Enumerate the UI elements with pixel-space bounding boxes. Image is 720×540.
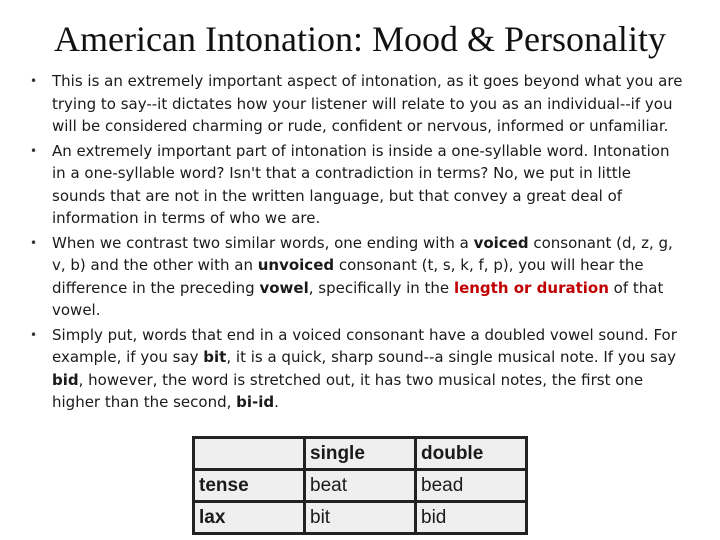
vowel-length-table: [192, 436, 528, 535]
table-header-double: double: [416, 438, 527, 470]
bullet-list: [24, 70, 684, 416]
table-header-single: single: [305, 438, 416, 470]
table-row: [194, 502, 527, 534]
bullet-item-1: [24, 70, 684, 138]
emphasis-bi-id: bi-id: [236, 393, 275, 411]
table-corner-cell: [194, 438, 305, 470]
bullet-item-2: [24, 140, 684, 230]
bullet-text: [52, 142, 669, 228]
bullet-text: [52, 72, 682, 135]
emphasis-length-duration: length or duration: [453, 278, 609, 297]
table-row-header-tense: tense: [194, 470, 305, 502]
bullet-segment: This is an extremely important aspect of intonation, as it goes beyond what you are trying to say--it dictates how your listener will relate to you as an individual--if you will be considered charming or rude, confident or nervous, informed or unfamiliar.: [52, 72, 683, 135]
emphasis-vowel: vowel: [259, 278, 309, 297]
table-cell: beat: [305, 470, 416, 502]
bullet-segment: , it is a quick, sharp sound--a single musical note. If you say: [226, 348, 677, 366]
bullet-segment: consonant (d, z, g, v, b) and the other with an: [52, 233, 673, 274]
slide-title: American Intonation: Mood & Personality: [54, 19, 666, 59]
table-cell: bid: [416, 502, 527, 534]
bullet-segment: An extremely important part of intonation is inside a one-syllable word. Intonation in a one-syllable word? Isn't that a contradiction in terms? No, we put in little sounds that are not in the written language, but that convey a great deal of information in terms of who we are.: [52, 141, 670, 227]
emphasis-bit: bit: [203, 348, 227, 366]
emphasis-voiced: voiced: [473, 233, 529, 252]
bullet-segment: Simply put, words that end in a voiced consonant have a doubled vowel sound. For example, if you say: [52, 325, 677, 366]
bullet-icon: •: [30, 143, 38, 158]
bullet-item-3: [24, 232, 684, 322]
bullet-icon: •: [30, 327, 38, 342]
bullet-icon: •: [30, 74, 38, 88]
table-cell: bit: [305, 502, 416, 534]
bullet-text: [52, 234, 673, 320]
table-row-header-lax: lax: [194, 502, 305, 534]
bullet-segment: of that vowel.: [52, 278, 664, 319]
bullet-text: [52, 326, 677, 412]
bullet-segment: .: [274, 393, 279, 411]
bullet-segment: , specifically in the: [308, 278, 454, 297]
bullet-icon: •: [30, 235, 38, 250]
table-header-row: [194, 438, 527, 470]
emphasis-unvoiced: unvoiced: [257, 256, 335, 274]
bullet-item-4: [24, 324, 684, 414]
bullet-segment: consonant (t, s, k, f, p), you will hear the difference in the preceding: [52, 256, 644, 297]
table-row: [194, 470, 527, 502]
table-cell: bead: [416, 470, 527, 502]
bullet-segment: When we contrast two similar words, one ending with a: [52, 233, 474, 252]
bullet-segment: , however, the word is stretched out, it has two musical notes, the first one higher than the second,: [52, 370, 644, 411]
emphasis-bid: bid: [52, 370, 79, 389]
